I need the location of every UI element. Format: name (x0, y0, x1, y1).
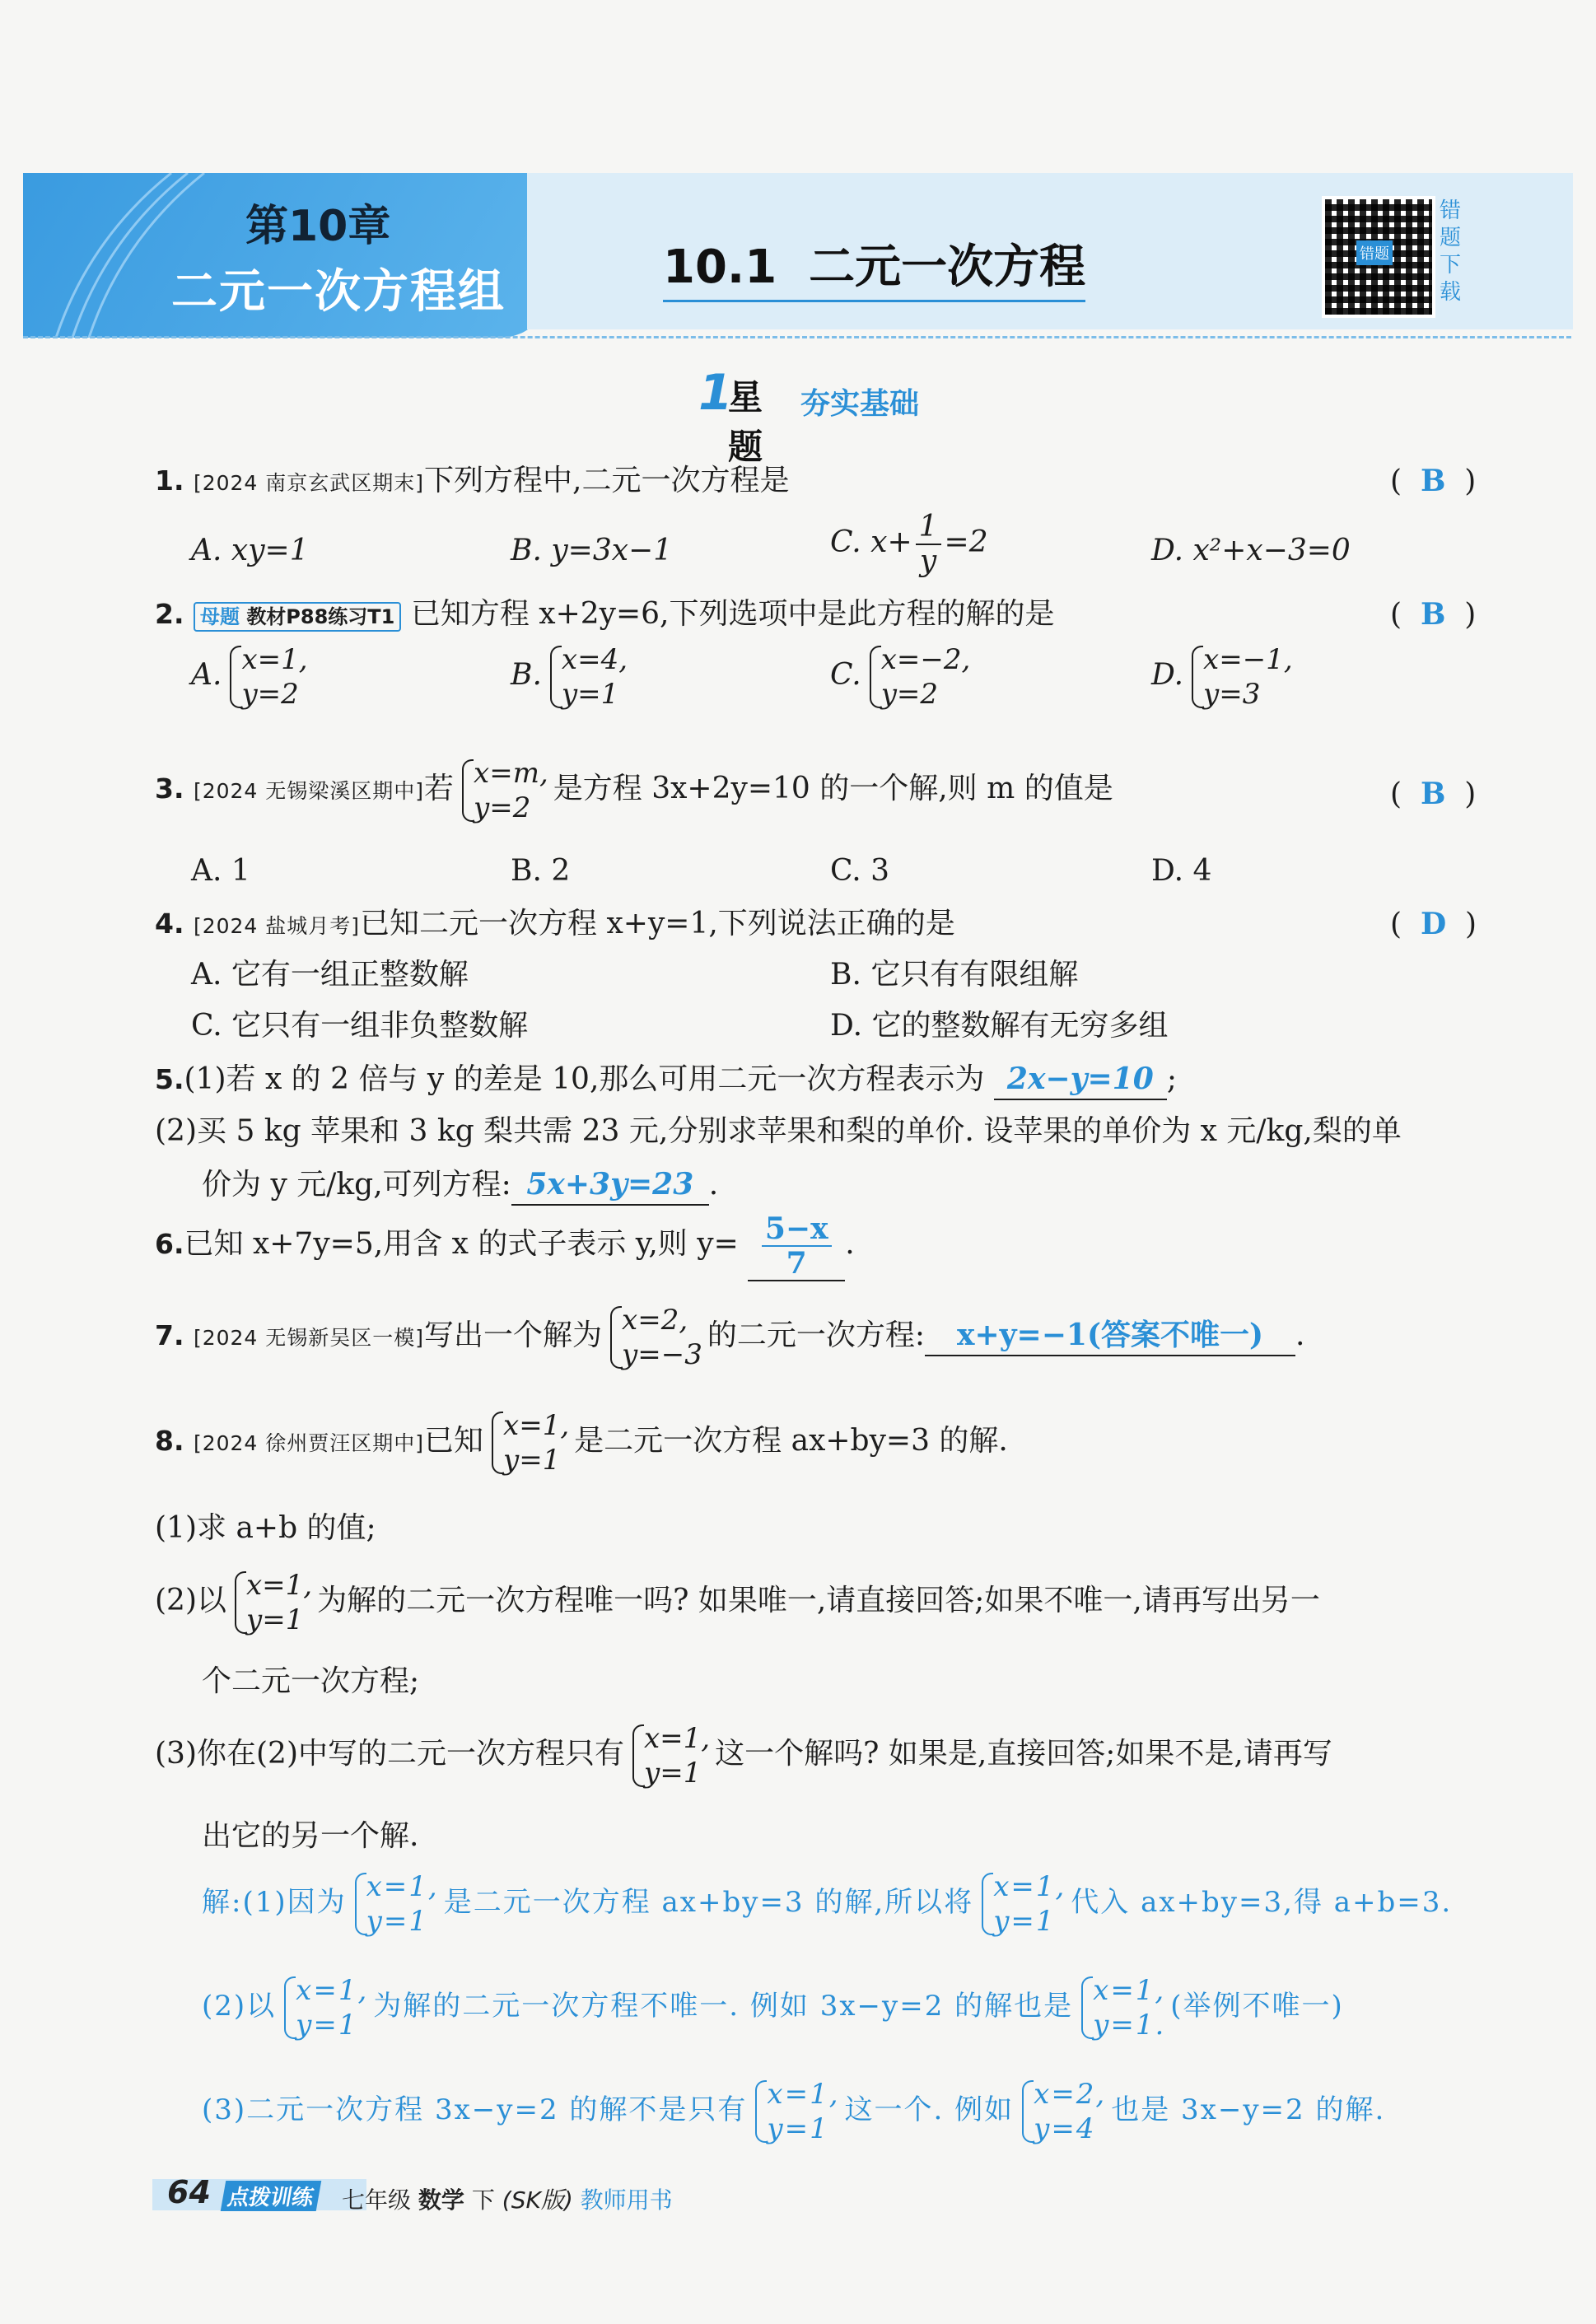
level-title: 夯实基础 (800, 387, 920, 421)
solution-line-3 (202, 2077, 1385, 2146)
question-4 (155, 904, 955, 946)
solution-line-1 (202, 1869, 1452, 1939)
option-d: D. x=−1, y=3 (1151, 643, 1293, 711)
question-stem: 下列方程中,二元一次方程是 (424, 464, 790, 497)
punct: . (1295, 1318, 1305, 1352)
equation-system: x=1, y=1. (1078, 1973, 1165, 2042)
equation-system: x=−1, y=3 (1188, 642, 1293, 712)
denominator: 7 (786, 1246, 807, 1281)
section-title: 10.1 二元一次方程 (663, 231, 1085, 302)
question-number: 4. (155, 908, 184, 940)
solution-line-2 (202, 1973, 1344, 2042)
question-prefix: 写出一个解为 (424, 1318, 603, 1352)
punct: . (708, 1168, 719, 1202)
numerator: 1 (916, 511, 941, 545)
question-source: [2024 无锡新吴区一模] (193, 1326, 425, 1350)
question-3 (155, 756, 1113, 825)
solution-text: 是二元一次方程 ax+by=3 的解,所以将 (443, 1886, 974, 1919)
question-8-part-3-cont: 出它的另一个解. (202, 1819, 419, 1853)
question-prefix: 已知 (424, 1424, 484, 1458)
equation-system: x=1, y=1 (978, 1869, 1066, 1939)
equation-system: x=1, y=2 (226, 642, 307, 712)
chapter-number: 第10章 (245, 202, 391, 251)
question-7 (155, 1303, 1304, 1372)
qr-label: 错题 (1356, 240, 1393, 265)
tag-textbook: 教材P88练习T1 (246, 605, 395, 628)
option-a: A. 它有一组正整数解 (191, 958, 469, 992)
equation-system: x=2, y=4 (1019, 2077, 1106, 2146)
footer-grade (342, 2182, 673, 2215)
brand-badge: 点拨训练 (221, 2181, 322, 2211)
question-number: 7. (155, 1319, 184, 1351)
answer-bracket-1: ( B ) (1390, 464, 1477, 498)
equation-system: x=1, y=1 (352, 1869, 439, 1939)
chapter-title: 二元一次方程组 (171, 265, 506, 319)
answer-choice: B (1420, 777, 1446, 811)
part-2-text: 价为 y 元/kg,可列方程: (202, 1168, 511, 1202)
answer-bracket-3: ( B ) (1390, 777, 1477, 811)
answer-fraction (762, 1212, 832, 1280)
edition: (SK版) (502, 2186, 573, 2214)
question-2 (155, 595, 1055, 634)
part-1: (1)若 x 的 2 倍与 y 的差是 10,那么可用二元一次方程表示为 (184, 1062, 985, 1096)
question-stem: 已知二元一次方程 x+y=1,下列说法正确的是 (360, 907, 955, 940)
question-number: 1. (155, 464, 184, 497)
option-b: B. 它只有有限组解 (830, 958, 1079, 992)
punct: ; (1166, 1062, 1177, 1096)
option-c: C. x=−2, y=2 (830, 643, 971, 711)
usage: 教师用书 (580, 2186, 673, 2214)
equation-system: x=−2, y=2 (866, 642, 971, 712)
subject: 数学 (418, 2186, 464, 2214)
part-prefix: (3)你在(2)中写的二元一次方程只有 (155, 1737, 624, 1771)
fraction (916, 511, 941, 578)
option-c-prefix: C. x+ (830, 525, 912, 559)
question-stem: 是方程 3x+2y=10 的一个解,则 m 的值是 (553, 772, 1113, 805)
question-6 (155, 1212, 855, 1281)
equation-system: x=1, y=1 (231, 1568, 312, 1637)
question-number: 6. (155, 1228, 184, 1260)
question-8-part-2 (155, 1568, 1320, 1637)
equation-system: x=2, y=−3 (607, 1303, 702, 1372)
numerator: 5−x (762, 1212, 832, 1247)
equation-system: x=1, y=1 (488, 1408, 569, 1477)
punct: . (845, 1227, 855, 1261)
option-a: A. xy=1 (191, 534, 309, 567)
option-c-suffix: =2 (944, 525, 988, 559)
option-b: B. y=3x−1 (511, 534, 673, 567)
solution-text: (2)以 (202, 1990, 277, 2023)
header-dashed-rule (23, 336, 1571, 338)
equation-system: x=1, y=1 (752, 2077, 839, 2146)
question-source: [2024 南京玄武区期末] (193, 471, 425, 495)
question-8-part-3 (155, 1721, 1332, 1790)
option-d: D. 它的整数解有无穷多组 (830, 1009, 1169, 1043)
question-source: [2024 徐州贾汪区期中] (193, 1431, 425, 1455)
question-source: [2024 无锡梁溪区期中] (193, 779, 425, 803)
footer (152, 2174, 729, 2215)
option-a: A. 1 (191, 854, 250, 888)
answer-blank (748, 1212, 845, 1281)
question-5 (155, 1059, 1177, 1100)
equation-system: x=1, y=1 (281, 1973, 368, 2042)
question-source: [2024 盐城月考] (193, 914, 361, 938)
question-number: 8. (155, 1425, 184, 1457)
question-5-part-2-cont (202, 1164, 718, 1206)
solution-text: 也是 3x−y=2 的解. (1111, 2093, 1386, 2126)
question-5-part-2: (2)买 5 kg 苹果和 3 kg 梨共需 23 元,分别求苹果和梨的单价. 设苹果的单价为 x 元/kg,梨的单 (155, 1114, 1402, 1148)
option-c: C. 3 (830, 854, 890, 888)
answer-blank: 5x+3y=23 (511, 1164, 709, 1206)
question-number: 5. (155, 1063, 184, 1095)
chapter-banner (23, 173, 550, 338)
question-stem: 的二元一次方程: (707, 1318, 926, 1352)
question-8-part-1: (1)求 a+b 的值; (155, 1511, 376, 1545)
option-c: C. 它只有一组非负整数解 (191, 1009, 529, 1043)
answer-choice: B (1420, 464, 1446, 498)
answer-choice: B (1420, 597, 1446, 632)
solution-text: 解:(1)因为 (202, 1886, 347, 1919)
solution-text: (3)二元一次方程 3x−y=2 的解不是只有 (202, 2093, 748, 2126)
answer-bracket-4: ( D ) (1390, 907, 1477, 941)
question-stem: 已知方程 x+2y=6,下列选项中是此方程的解的是 (410, 597, 1055, 631)
answer-blank: 2x−y=10 (994, 1059, 1167, 1100)
equation-system: x=m, y=2 (459, 756, 548, 825)
tag-mother: 母题 (199, 605, 240, 628)
equation-system: x=1, y=1 (629, 1721, 710, 1790)
question-8 (155, 1408, 1008, 1477)
option-c (830, 511, 988, 578)
denominator: y (919, 544, 937, 578)
level-number: 1 (698, 364, 733, 422)
option-d: D. x²+x−3=0 (1151, 534, 1351, 567)
solution-text: 这一个. 例如 (844, 2093, 1015, 2126)
answer-bracket-2: ( B ) (1390, 597, 1477, 632)
part-text: 这一个解吗? 如果是,直接回答;如果不是,请再写 (715, 1737, 1332, 1771)
star-label: 星题 (728, 377, 763, 467)
qr-code[interactable] (1322, 196, 1435, 318)
option-d: D. 4 (1151, 854, 1212, 888)
question-8-part-2-cont: 个二元一次方程; (202, 1664, 420, 1698)
answer-blank: x+y=−1(答案不唯一) (925, 1315, 1295, 1356)
question-stem: 已知 x+7y=5,用含 x 的式子表示 y,则 y= (184, 1227, 739, 1261)
question-number: 3. (155, 772, 184, 805)
answer-choice: D (1420, 907, 1447, 941)
source-tag (194, 602, 401, 632)
option-a: A. x=1, y=2 (191, 643, 308, 711)
equation-system: x=4, y=1 (547, 642, 628, 712)
grade: 七年级 (342, 2186, 412, 2214)
option-b: B. x=4, y=1 (511, 643, 628, 711)
part-prefix: (2)以 (155, 1584, 226, 1617)
question-number: 2. (155, 598, 184, 630)
solution-text: 为解的二元一次方程不唯一. 例如 3x−y=2 的解也是 (373, 1990, 1074, 2023)
option-b: B. 2 (511, 854, 571, 888)
download-label: 错题下载 (1440, 198, 1462, 305)
question-stem: 是二元一次方程 ax+by=3 的解. (574, 1424, 1008, 1458)
term: 下 (471, 2186, 495, 2214)
question-prefix: 若 (424, 772, 455, 805)
solution-text: (举例不唯一) (1170, 1990, 1344, 2023)
solution-text: 代入 ax+by=3,得 a+b=3. (1071, 1886, 1453, 1919)
part-text: 为解的二元一次方程唯一吗? 如果唯一,请直接回答;如果不唯一,请再写出另一 (317, 1584, 1320, 1617)
page-number: 64 (167, 2174, 211, 2210)
question-1 (155, 461, 789, 503)
